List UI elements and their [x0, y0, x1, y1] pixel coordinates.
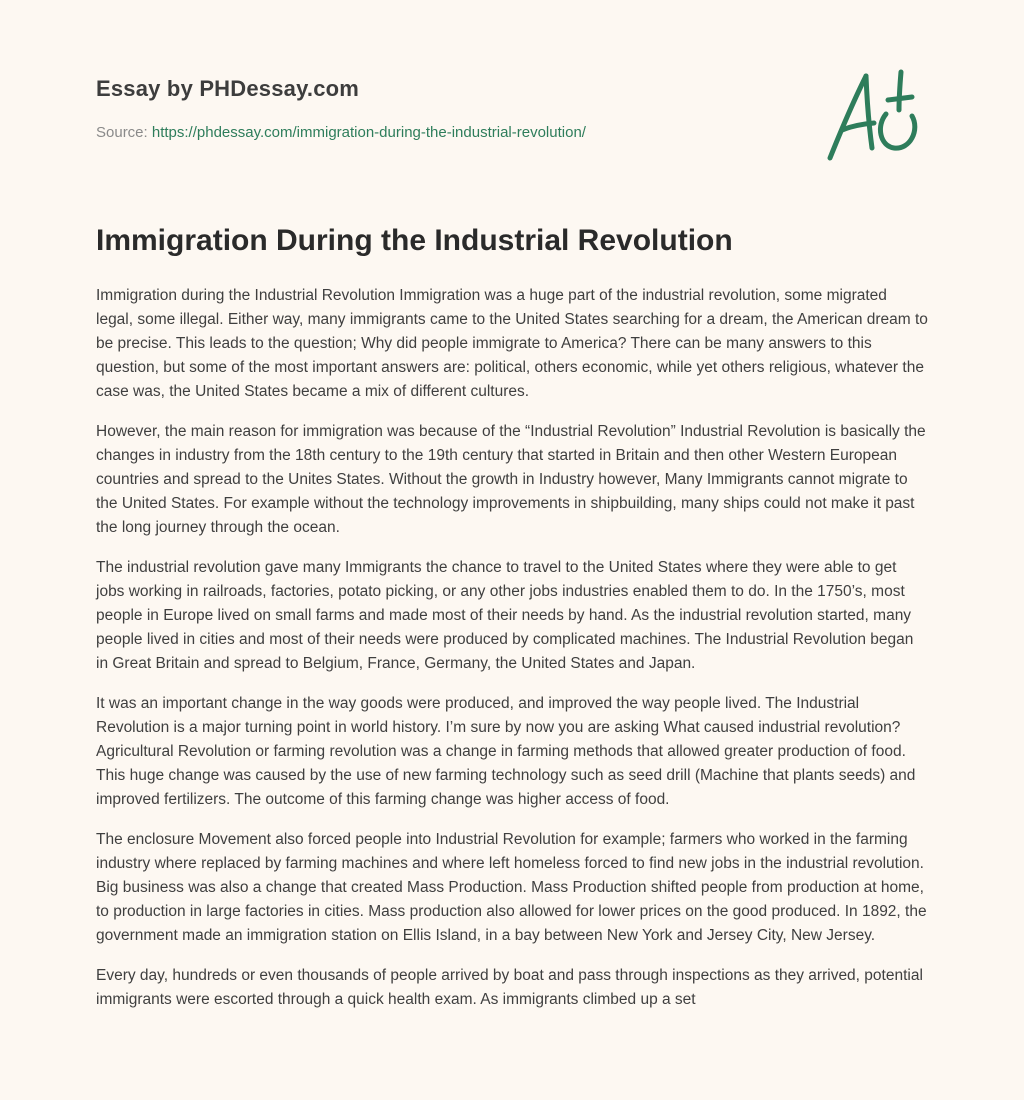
source-label: Source:	[96, 124, 148, 141]
essay-title: Immigration During the Industrial Revolution	[96, 224, 733, 257]
brand-title: Essay by PHDessay.com	[96, 76, 360, 101]
essay-body	[96, 284, 928, 1028]
essay-paragraph: Immigration during the Industrial Revolution Immigration was a huge part of the industrial revolution, some migrated legal, some illegal. Either way, many immigrants came to the United States searching for a dream, the American dream to be precise. This leads to the question; Why did people immigrate to America? There can be many answers to this question, but some of the most important answers are: political, others economic, while yet others religious, whatever the case was, the United States became a mix of different cultures.	[96, 287, 928, 400]
essay-header	[96, 76, 796, 141]
source-link[interactable]: https://phdessay.com/immigration-during-the-industrial-revolution/	[151, 124, 586, 141]
a-plus-logo-icon	[820, 66, 930, 166]
source-line	[96, 124, 586, 141]
essay-paragraph: Every day, hundreds or even thousands of people arrived by boat and pass through inspections as they arrived, potential immigrants were escorted through a quick health exam. As immigrants climbed up a set	[96, 967, 923, 1008]
essay-paragraph: It was an important change in the way goods were produced, and improved the way people lived. The Industrial Revolution is a major turning point in world history. I’m sure by now you are asking What caused industrial revolution? Agricultural Revolution or farming revolution was a change in farming methods that allowed greater production of food. This huge change was caused by the use of new farming technology such as seed drill (Machine that plants seeds) and improved fertilizers. The outcome of this farming change was higher access of food.	[96, 695, 916, 808]
essay-paragraph: The enclosure Movement also forced people into Industrial Revolution for example; farmers who worked in the farming industry where replaced by farming machines and where left homeless forced to find new jobs in the industrial revolution. Big business was also a change that created Mass Production. Mass Production shifted people from production at home, to production in large factories in cities. Mass production also allowed for lower prices on the good produced. In 1892, the government made an immigration station on Ellis Island, in a bay between New York and Jersey City, New Jersey.	[96, 831, 927, 944]
essay-paragraph: However, the main reason for immigration was because of the “Industrial Revolution” Industrial Revolution is basically the changes in industry from the 18th century to the 19th century that started in Britain and then other Western European countries and spread to the Unites States. Without the growth in Industry however, Many Immigrants cannot migrate to the United States. For example without the technology improvements in shipbuilding, many ships could not make it past the long journey through the ocean.	[96, 423, 926, 536]
essay-paragraph: The industrial revolution gave many Immigrants the chance to travel to the United States where they were able to get jobs working in railroads, factories, potato picking, or any other jobs industries enabled them to do. In the 1750’s, most people in Europe lived on small farms and made most of their needs by hand. As the industrial revolution started, many people lived in cities and most of their needs were produced by complicated machines. The Industrial Revolution began in Great Britain and spread to Belgium, France, Germany, the United States and Japan.	[96, 559, 914, 672]
